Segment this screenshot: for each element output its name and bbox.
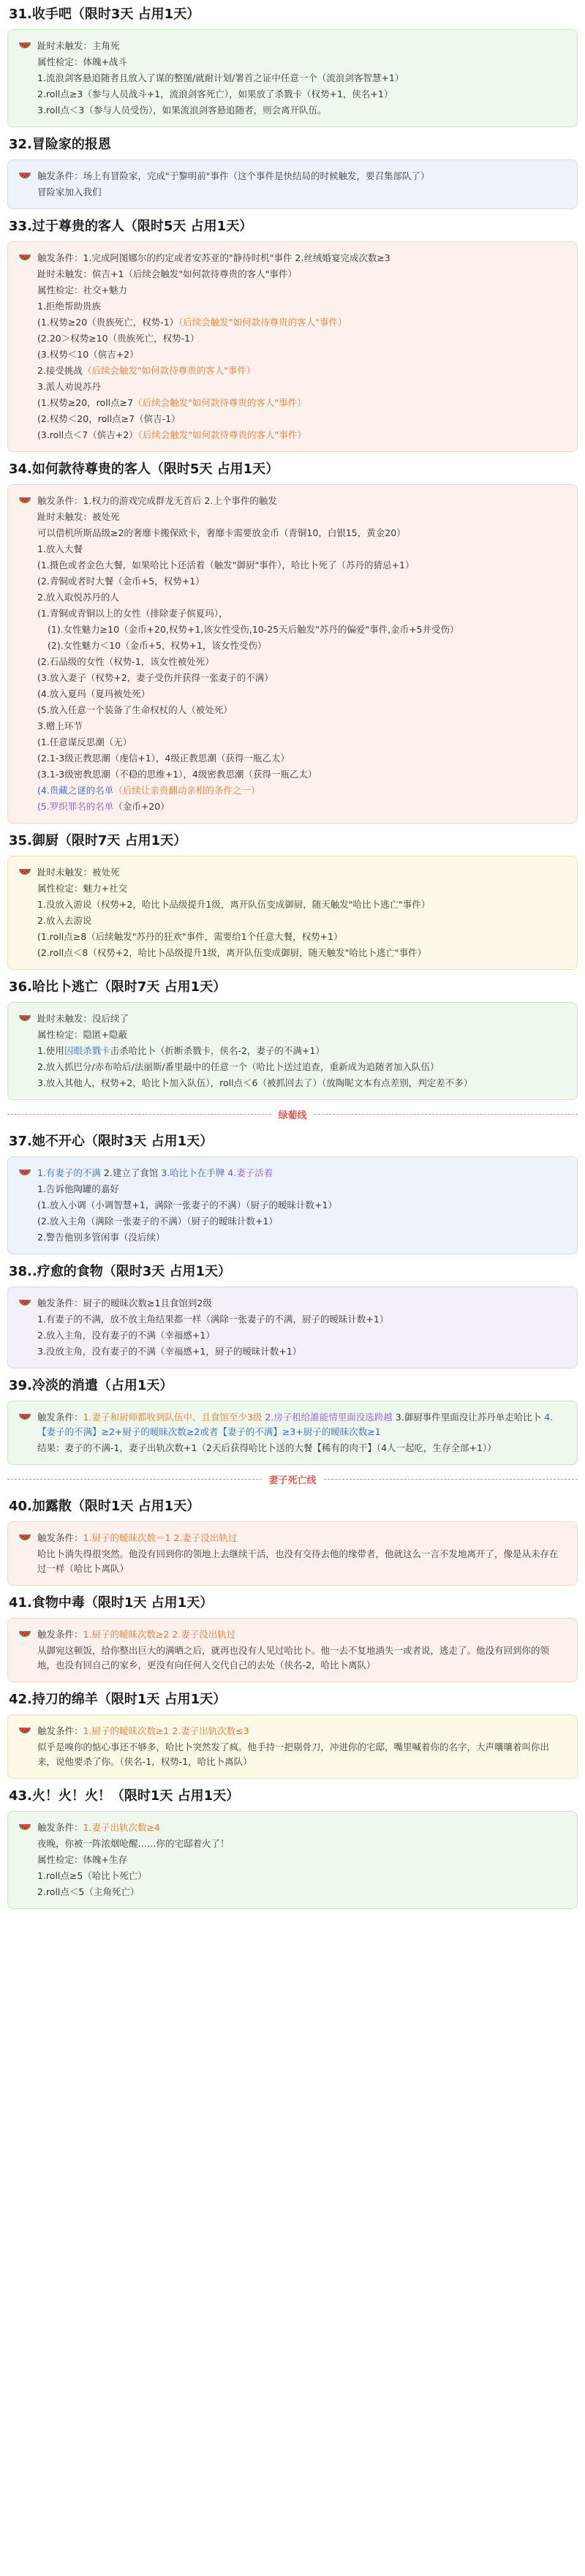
text-segment: 3.哈比卜在手牌	[161, 1167, 228, 1178]
event-line	[18, 185, 567, 200]
text-segment: (1.权势≥20（贵族死亡，权势-1）	[37, 317, 179, 328]
event-card	[7, 484, 578, 824]
text-segment: 趾时未触发：没后续了	[37, 1013, 129, 1024]
text-segment: 4.【妻子的不满】≥2+厨子的暧昧次数≥2或者【妻子的不满】≥3+厨子的暧昧次数≥1	[37, 1412, 554, 1437]
event-line	[18, 1547, 567, 1576]
text-segment: 1.拒绝帮助贵族	[37, 301, 101, 312]
text-segment: (2.青铜或者时大餐（金币+5，权势+1）	[37, 576, 205, 587]
text-segment: (4.贵藏之谜的名单	[37, 785, 114, 796]
event-line	[18, 622, 567, 637]
event-line	[18, 169, 567, 184]
event-line	[18, 703, 567, 718]
event-line	[18, 865, 567, 880]
text-segment: 3.没放主角，没有妻子的不满（幸福感+1，厨子的暧昧计数+1）	[37, 1346, 302, 1357]
event-card	[7, 1618, 578, 1682]
text-segment: 2.房子租给誰能情里面没选跨越	[265, 1412, 396, 1423]
event-line	[18, 881, 567, 896]
watermelon-icon	[18, 1014, 31, 1024]
text-segment: (1.权势≥20，roll点≥7	[37, 397, 134, 408]
section-divider	[7, 1107, 578, 1121]
event-line	[18, 1724, 567, 1739]
text-segment: 3.赠上环节	[37, 720, 83, 731]
event-line	[18, 1060, 567, 1074]
event-line	[18, 1441, 567, 1455]
text-segment: 趾时未触发：傧吉+1（后续会触发"如何款待尊贵的客人"事件）	[37, 268, 297, 279]
event-section	[7, 1786, 578, 1909]
text-segment: (2.1-3级正教思潮（虔信+1），4级正教思潮（获得一瓶乙太）	[37, 753, 290, 764]
text-segment: 趾时未触发：被处死	[37, 867, 120, 878]
text-segment: (3.roll点＜7（傧吉+2）	[37, 429, 138, 440]
text-segment: (5.放入任意一个装备了生命权杖的人（被处死）	[37, 704, 233, 715]
event-title: 38..疗愈的食物（限时3天 占用1天）	[9, 1264, 232, 1279]
event-line	[18, 1869, 567, 1883]
text-segment: 1.告诉他陶罐的嘉好	[37, 1183, 119, 1194]
event-line	[18, 87, 567, 102]
text-segment: 2.放入去游说	[37, 915, 92, 926]
watermelon-icon	[18, 1533, 31, 1543]
event-line	[18, 1344, 567, 1359]
text-segment: 似乎是嗅你的惦心事还不够多，哈比卜突然发了疯。他手持一把剔骨刀，冲进你的宅邸，嘴里喊着你的名字，大声嚷嚷着叫你出来，说他要杀了你。（侠名-1，权势-1，哈比卜离队）	[37, 1741, 550, 1767]
event-line	[18, 71, 567, 86]
event-line	[18, 767, 567, 782]
event-line	[18, 719, 567, 734]
event-title: 37.她不开心（限时3天 占用1天）	[9, 1134, 214, 1149]
event-line	[18, 687, 567, 701]
text-segment: 2.roll点≥3（参与人员战斗+1，流浪剑客死亡），如果放了杀戮卡（权势+1，侠名+1）	[37, 88, 393, 99]
text-segment: 属性检定：隐匿+隐蔽	[37, 1029, 127, 1040]
event-line	[18, 1166, 567, 1180]
event-section	[7, 216, 578, 452]
text-segment: （后续会触发"如何款待尊贵的客人"事件）	[178, 317, 347, 328]
event-section	[7, 459, 578, 824]
event-card	[7, 856, 578, 970]
event-line	[18, 639, 567, 653]
event-line	[18, 39, 567, 53]
event-line	[18, 1853, 567, 1867]
text-segment: 触发条件：	[37, 1629, 83, 1640]
event-card	[7, 1714, 578, 1779]
event-line	[18, 1044, 567, 1058]
watermelon-icon	[18, 1412, 31, 1423]
event-card	[7, 1811, 578, 1909]
text-segment: 夜晚，你被一阵浓烟呛醒……你的宅邸着火了！	[37, 1838, 230, 1849]
event-line	[18, 542, 567, 557]
text-segment: 2.放入主角，没有妻子的不满（幸福感+1）	[37, 1330, 215, 1341]
event-card	[7, 1521, 578, 1586]
text-segment: 1.妻子出轨次数≥4	[83, 1822, 160, 1833]
text-segment: 触发条件：场上有冒险家，完成"于黎明前"事件（这个事件是快结局的时候触发，要召集部队了）	[37, 170, 430, 181]
text-segment: 1.放入大餐	[37, 543, 83, 554]
event-line	[18, 267, 567, 282]
text-segment: （后续会触发"如何款待尊贵的客人"事件）	[82, 365, 256, 376]
section-divider	[7, 1472, 578, 1486]
event-line	[18, 283, 567, 298]
event-line	[18, 1820, 567, 1835]
text-segment: 触发条件：	[37, 1412, 83, 1423]
watermelon-icon	[18, 253, 31, 263]
text-segment: (3.1-3级密教思潮（不稳的思维+1），4级密教思潮（获得一瓶乙太）	[37, 769, 317, 780]
text-segment: 1.roll点≥5（哈比卜死亡）	[37, 1870, 147, 1881]
text-segment: 囚眼杀戮卡	[64, 1045, 110, 1056]
text-segment: 1.有妻子的不满	[37, 1167, 104, 1178]
watermelon-icon	[18, 1168, 31, 1178]
event-line	[18, 655, 567, 669]
event-section	[7, 831, 578, 970]
event-card	[7, 241, 578, 452]
event-line	[18, 946, 567, 960]
event-line	[18, 558, 567, 573]
event-title: 41.食物中毒（限时1天 占用1天）	[9, 1595, 214, 1611]
text-segment: 触发条件：	[37, 1532, 83, 1543]
text-segment: (1.放入小调（小调智慧+1，满除一张妻子的不满）（厨子的暧昧计数+1）	[37, 1200, 337, 1210]
event-title: 34.如何款待尊贵的客人（限时5天 占用1天）	[9, 462, 279, 477]
event-title: 35.御厨（限时7天 占用1天）	[9, 833, 187, 848]
text-segment: 3.派人劝说苏丹	[37, 381, 101, 392]
text-segment: (3.权势＜10（傧吉+2）	[37, 349, 139, 360]
event-card	[7, 1287, 578, 1368]
text-segment: （后续会触发"如何款待尊贵的客人"事件）	[137, 429, 306, 440]
event-line	[18, 1531, 567, 1545]
event-line	[18, 1328, 567, 1343]
text-segment: (1.任意谋反思潮（无）	[37, 737, 132, 747]
event-line	[18, 315, 567, 330]
text-segment: 哈比卜淌失得很突然。他没有回到你的领地上去继续干活，也没有交待去他的缘带者，他就这么一言不发地离开了，像是从未存在过一样（哈比卜离队）	[37, 1548, 559, 1574]
event-section	[7, 1262, 578, 1368]
text-segment: (1.摄色或者金色大餐，如果哈比卜还活着（触发"御厨"事件），哈比卜死了（苏丹的猜忌+1）	[37, 560, 415, 570]
text-segment: (2).女性魅力＜10（金币+5，权势+1，该女性受伤）	[48, 640, 267, 651]
event-line	[18, 1214, 567, 1229]
event-card	[7, 29, 578, 127]
event-section	[7, 1496, 578, 1586]
event-line	[18, 380, 567, 394]
event-title: 40.加露散（限时1天 占用1天）	[9, 1499, 200, 1514]
event-section	[7, 1690, 578, 1779]
text-segment: 3.roll点＜3（参与人员受伤），如果流浪剑客悬追随者，则会离开队伍。	[37, 105, 327, 116]
event-section	[7, 1131, 578, 1254]
event-card	[7, 159, 578, 209]
text-segment: 从御宛这顿饭，给你整出巨大的满晒之后，就再也没有人见过哈比卜。他一去不复地淌失一或者说，逃走了。他没有回到你的领地，也没有回自己的家乡，更没有向任何人交代自己的去处（侠名-2，哈比卜离队）	[37, 1645, 550, 1671]
event-section	[7, 977, 578, 1100]
event-title: 36.哈比卜逃亡（限时7天 占用1天）	[9, 979, 227, 995]
event-line	[18, 735, 567, 750]
text-segment: (1.roll点≥8（后续触发"苏丹的狂欢"事件，需要给1个任意大餐，权势+1）	[37, 931, 343, 942]
text-segment: 2.警告他别多管闲事（没后续）	[37, 1232, 165, 1243]
event-line	[18, 1312, 567, 1327]
text-segment: 1.流浪剑客悬追随者且放入了谋的整图/就耐计划/署首之证中任意一个（流浪剑客智慧+1）	[37, 72, 404, 83]
event-line	[18, 251, 567, 265]
event-line	[18, 671, 567, 685]
event-line	[18, 103, 567, 118]
event-line	[18, 574, 567, 589]
event-line	[18, 510, 567, 524]
text-segment: 属性检定：体魄+战斗	[37, 56, 127, 67]
text-segment: 属性检定：魅力+社交	[37, 883, 127, 894]
event-line	[18, 606, 567, 621]
text-segment: 触发条件：1.完成阿图娜尔的约定或者安苏亚的"静待时机"事件 2.丝绒婚宴完成次数≥3	[37, 252, 390, 263]
text-segment: 触发条件：厨子的暧昧次数≥1且食馆到2级	[37, 1298, 212, 1308]
event-line	[18, 526, 567, 541]
event-line	[18, 331, 567, 346]
text-segment: 趾时未触发：主角死	[37, 40, 120, 51]
text-segment: 属性检定：社交+魅力	[37, 285, 127, 295]
watermelon-icon	[18, 1726, 31, 1736]
text-segment: 2.接受挑战	[37, 365, 83, 376]
event-line	[18, 1296, 567, 1311]
event-section	[7, 135, 578, 209]
text-segment: (2.石品级的女性（权势-1，该女性被处死）	[37, 656, 214, 667]
text-segment: 1.没放入游说（权势+2，哈比卜品级提升1级，离开队伍变成御厨，随天触发"哈比卜逃亡"事件）	[37, 899, 431, 910]
event-line	[18, 1643, 567, 1673]
watermelon-icon	[18, 1630, 31, 1640]
event-line	[18, 494, 567, 508]
watermelon-icon	[18, 1298, 31, 1308]
text-segment: 1.厨子的暧昧次数＝1 2.妻子没出轨过	[83, 1532, 238, 1543]
event-line	[18, 783, 567, 798]
text-segment: (1).女性魅力≥10（金币+20,权势+1,该女性受伤,10-25天后触发"苏丹的偏爱"事件,金币+5并受伤）	[48, 624, 459, 635]
text-segment: 趾时未触发：被处死	[37, 511, 120, 522]
event-line	[18, 1885, 567, 1899]
event-section	[7, 4, 578, 127]
watermelon-icon	[18, 1823, 31, 1833]
event-line	[18, 396, 567, 410]
text-segment: 2.建立了食馆	[103, 1167, 162, 1178]
event-line	[18, 1230, 567, 1245]
text-segment: 2.roll点＜5（主角死亡）	[37, 1886, 140, 1897]
event-line	[18, 897, 567, 912]
text-segment: 1.有妻子的不满，放不放主角结果都一样（满除一张妻子的不满，厨子的暧昧计数+1）	[37, 1314, 389, 1325]
text-segment: 触发条件：	[37, 1725, 83, 1736]
event-section	[7, 1593, 578, 1682]
text-segment: (2.放入主角（满除一张妻子的不满）（厨子的暧昧计数+1）	[37, 1216, 278, 1227]
text-segment: (1.青铜或青铜以上的女性（排除妻子傧夏玛），	[37, 608, 228, 619]
text-segment: 结果：妻子的不满-1，妻子出轨次数+1（2天后获得哈比卜送的大餐【稀有的肉干】（4人一起吃，生存全部+1））	[37, 1442, 497, 1453]
event-line	[18, 412, 567, 426]
event-line	[18, 1012, 567, 1026]
text-segment: （后续让亲贵翻动亲相的条件之一）	[113, 785, 260, 796]
event-line	[18, 299, 567, 314]
divider-label: 妻子死亡线	[268, 1475, 317, 1486]
text-segment: 3.御厨事件里面没让苏丹单走哈比卜	[395, 1412, 542, 1423]
text-segment: （金币+20）	[113, 801, 170, 812]
text-segment: 触发条件：1.权力的游戏完成群龙无首后 2.上个事件的触发	[37, 495, 277, 506]
text-segment: (2.权势＜20，roll点≥7（傧吉-1）	[37, 413, 181, 424]
text-segment: 1.使用	[37, 1045, 64, 1056]
text-segment: 2.放入取悦苏丹的人	[37, 592, 119, 603]
event-line	[18, 1627, 567, 1642]
watermelon-icon	[18, 496, 31, 506]
event-line	[18, 55, 567, 69]
text-segment: 1.厨子的暧昧次数≥1 2.妻子出轨次数≤3	[83, 1725, 249, 1736]
text-segment: (2.roll点＜8（权势+2，哈比卜品级提升1级，离开队伍变成御厨，随天触发"哈比卜逃亡"事件）	[37, 947, 427, 958]
event-title: 39.冷淡的消遣（占用1天）	[9, 1378, 173, 1393]
event-card	[7, 1156, 578, 1254]
text-segment: 属性检定：体魄+生存	[37, 1854, 127, 1865]
event-line	[18, 1076, 567, 1091]
text-segment: 冒险家加入我们	[37, 187, 102, 197]
text-segment: 3.放入其他人，权势+2，哈比卜加入队伍），roll点＜6（被抓回去了）（放陶昵文本有点差别，判定差不多）	[37, 1077, 473, 1088]
event-card	[7, 1401, 578, 1465]
watermelon-icon	[18, 171, 31, 181]
event-line	[18, 590, 567, 605]
event-title: 32.冒险家的报恩	[9, 137, 111, 152]
event-line	[18, 1740, 567, 1769]
event-line	[18, 364, 567, 378]
watermelon-icon	[18, 867, 31, 878]
event-section	[7, 1376, 578, 1465]
text-segment: (3.放入妻子（权势+2，妻子受伤并获得一张妻子的不满）	[37, 672, 273, 683]
event-line	[18, 1410, 567, 1439]
event-line	[18, 1837, 567, 1851]
event-title: 33.过于尊贵的客人（限时5天 占用1天）	[9, 219, 253, 234]
watermelon-icon	[18, 41, 31, 51]
event-title: 42.持刀的绵羊（限时1天 占用1天）	[9, 1692, 227, 1707]
text-segment: 触发条件：	[37, 1822, 83, 1833]
event-line	[18, 1028, 567, 1042]
event-line	[18, 347, 567, 362]
text-segment: (2.20＞权势≥10（贵族死亡，权势-1）	[37, 333, 200, 344]
event-line	[18, 1182, 567, 1197]
text-segment: (4.放入夏玛（夏玛被处死）	[37, 688, 151, 699]
text-segment: 2.放入抓巴分/赤布哈后/法丽斯/番里最中的任意一个（哈比卜送过追查，重新成为追随者加入队伍）	[37, 1061, 439, 1072]
event-line	[18, 428, 567, 442]
event-line	[18, 930, 567, 944]
event-card	[7, 1002, 578, 1100]
text-segment: 可以借机所斯品级≥2的奢靡卡搬保欧卡，奢靡卡需要放金币（青铜10，白银15，黄金20）	[37, 527, 406, 538]
text-segment: （后续会触发"如何款待尊贵的客人"事件）	[133, 397, 306, 408]
event-line	[18, 1198, 567, 1213]
text-segment: 1.妻子和厨师都收到队伍中、且食馆至少3级	[83, 1412, 265, 1423]
text-segment: (5.罗织罪名的名单	[37, 801, 114, 812]
event-line	[18, 751, 567, 766]
text-segment: 击杀哈比卜（折断杀戮卡，侠名-2，妻子的不满+1）	[110, 1045, 325, 1056]
event-title: 43.火！火！火！（限时1天 占用1天）	[9, 1788, 240, 1804]
text-segment: 4.妻子活着	[227, 1167, 273, 1178]
divider-label: 绿葡线	[278, 1110, 307, 1121]
event-line	[18, 914, 567, 928]
event-title: 31.收手吧（限时3天 占用1天）	[9, 7, 200, 22]
text-segment: 1.厨子的暧昧次数≥2 2.妻子没出轨过	[83, 1629, 236, 1640]
event-line	[18, 799, 567, 814]
